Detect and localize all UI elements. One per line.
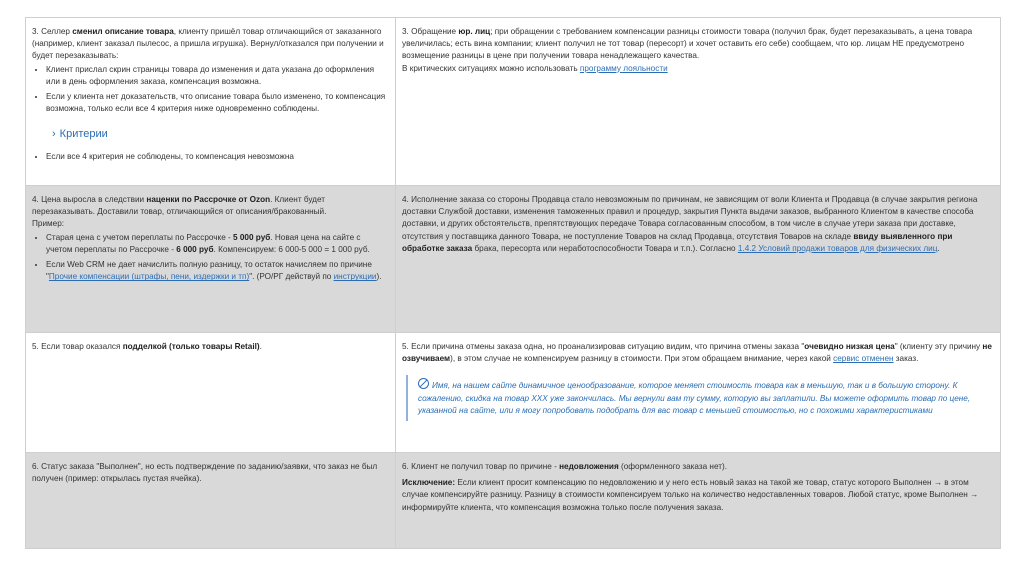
table-row	[26, 333, 1001, 453]
bold-text: подделкой (только товары Retail)	[122, 342, 260, 351]
text: Если Web CRM не дает начислить полную разницу, то остаток начисляем по причине "	[46, 260, 372, 282]
rule-6-completed-status: 6. Статус заказа "Выполнен", но есть подтверждение по заданию/заявки, что заказ не был получен (пример: открылась пустая ячейка).	[32, 462, 378, 484]
list-item: • Клиент прислал скрин страницы товара до изменения и дата указана до оформления или в день оформления заказа, компенсация возможна.	[46, 64, 389, 88]
text: 3. Селлер	[32, 27, 73, 36]
table-cell	[26, 333, 396, 453]
rule-3-legal-entities	[402, 26, 994, 63]
table-row	[26, 186, 1001, 333]
other-compensations-link[interactable]: Прочие компенсации (штрафы, пени, издержки и тп)	[48, 272, 250, 282]
rule-3-seller-description	[32, 26, 389, 63]
list-item: • Если у клиента нет доказательств, что описание товара было изменено, то компенсация возможна, только если все 4 критерия ниже одновременно соблюдены.	[46, 91, 389, 115]
text: брака, пересорта или неработоспособности Товара и т.п.). Согласно	[472, 243, 738, 253]
text: , клиенту пришёл товар отличающийся от заказанного (например, клиент заказал пылесос, а пришла игрушка). Вернул/отказался при получении и будет перезаказывать:	[32, 27, 384, 61]
text: . Клиент будет перезаказывать. Доставили товар, отличающийся от описания/бракованный.	[32, 195, 327, 217]
text: (оформленного заказа нет).	[618, 462, 727, 471]
text: . Компенсируем: 6 000-5 000 = 1 000 руб.	[213, 244, 370, 254]
edit-note-icon	[418, 378, 429, 389]
text: ". (РО/РГ действуй по	[249, 272, 334, 282]
chevron-right-icon: ›	[52, 128, 56, 141]
loyalty-program-link[interactable]: программу лояльности	[579, 63, 668, 73]
compensation-rules-table	[25, 17, 1001, 549]
rule-6-shortage	[402, 461, 994, 473]
bold-text: 6 000 руб	[176, 244, 214, 254]
list	[32, 151, 389, 163]
text: . Новая цена на сайте с учетом переплаты по Рассрочке -	[46, 232, 361, 254]
bold-text: наценки по Рассрочке от Ozon	[146, 195, 271, 204]
text: .	[259, 342, 262, 351]
sales-terms-link[interactable]: 1.4.2 Условий продажи товаров для физических лиц	[737, 243, 938, 253]
instructions-link[interactable]: инструкции	[333, 272, 377, 282]
rule-4-installment	[32, 194, 389, 218]
table-cell	[26, 453, 396, 549]
bold-text: очевидно низкая цена	[804, 342, 895, 351]
bold-text: недовложения	[559, 462, 619, 471]
script-note	[406, 375, 994, 420]
note-text: Имя, на нашем сайте динамичное ценообразование, которое меняет стоимость товара как в меньшую, так и в большую сторону. К сожалению, скидка на товар XXX уже закончилась. Мы вернули вам ту сумму, которую вы заплатили. Вы можете оформить товар по цене, указанной на сайте, или я могу попробовать подобрать для вас товар с меньшей стоимостью, но с похожими характеристиками	[418, 381, 971, 416]
text: ), в этом случае не компенсируем разницу в стоимости. При этом обращаем внимание, через какой	[450, 354, 834, 364]
table-cell	[26, 18, 396, 186]
table-cell	[396, 453, 1001, 549]
bold-text: 5 000 руб	[233, 232, 271, 242]
table-cell	[26, 186, 396, 333]
bold-text: сменил описание товара	[72, 27, 174, 36]
exception-paragraph	[402, 477, 994, 514]
loyalty-line	[402, 63, 994, 75]
exception-label: Исключение:	[402, 478, 456, 488]
criteria-expander[interactable]	[52, 127, 389, 141]
criteria-label: Критерии	[59, 128, 108, 141]
rule-4-impossible-fulfillment	[402, 194, 994, 255]
bold-text: ввиду выявленного при обработке заказа	[402, 231, 953, 253]
text: 5. Если товар оказался	[32, 342, 123, 351]
bold-text: не озвучиваем	[402, 342, 992, 364]
text: .	[937, 243, 940, 253]
text: 3. Обращение	[402, 27, 459, 36]
text: 5. Если причина отмены заказа одна, но проанализировав ситуацию видим, что причина отмены заказа "	[402, 342, 805, 351]
rule-5-low-price	[402, 341, 994, 365]
text: 4. Цена выросла в следствии	[32, 195, 147, 204]
table-row	[26, 18, 1001, 186]
rule-5-counterfeit	[32, 341, 389, 353]
text: Старая цена с учетом переплаты по Рассрочке -	[46, 232, 234, 242]
table-row	[26, 453, 1001, 549]
table-cell	[396, 18, 1001, 186]
list-item	[46, 232, 389, 256]
list	[32, 64, 389, 116]
text: 4. Исполнение заказа со стороны Продавца стало невозможным по причинам, не зависящим от воли Клиента и Продавца (в случае закрытия региона доставки Службой доставки, изменения таможенных правил и процедур, закрытия Пункта выдачи заказов, выбранного Клиентом в качестве способа доставки, и других обстоятельств, препятствующих передаче Товара согласованным способом, в том числе в случае утери заказа при доставке, отсутствия у поставщика данного Товара, не поступление Товаров на склад Продавца, отсутствия Товаров на складе	[402, 195, 978, 241]
bold-text: юр. лиц	[458, 27, 491, 36]
text: Если клиент просит компенсацию по недовложению и у него есть новый заказ на такой же товар, статус которого Выполнен → в этом случае компенсируйте разницу. Разницу в стоимости компенсируем только на количество недоставленных товаров. Любой статус, кроме Выполнен → информируйте клиента, что компенсация возможна только после получения заказа.	[402, 478, 979, 512]
text: В критических ситуациях можно использовать	[402, 63, 580, 73]
cancel-service-link[interactable]: сервис отменен	[833, 354, 894, 364]
list-item: • Если все 4 критерия не соблюдены, то компенсация невозможна	[46, 151, 389, 163]
text: 6. Клиент не получил товар по причине -	[402, 462, 560, 471]
text: ; при обращении с требованием компенсации разницы стоимости товара (получил брак, будет перезаказывать, а цена товара увеличилась; есть вина компании; клиент получил не тот товар (пересорт) и хочет оставить его себе) сообщаем, что юр. лицам НЕ предусмотрено возмещение разницы в цене при получении товара ненадлежащего качества.	[402, 27, 973, 61]
text: заказ.	[893, 354, 919, 364]
text: ).	[376, 272, 382, 282]
table-cell	[396, 186, 1001, 333]
example-label: Пример:	[32, 219, 65, 229]
list-item	[46, 259, 389, 283]
list	[32, 232, 389, 284]
text: " (клиенту эту причину	[894, 342, 983, 351]
table-cell	[396, 333, 1001, 453]
